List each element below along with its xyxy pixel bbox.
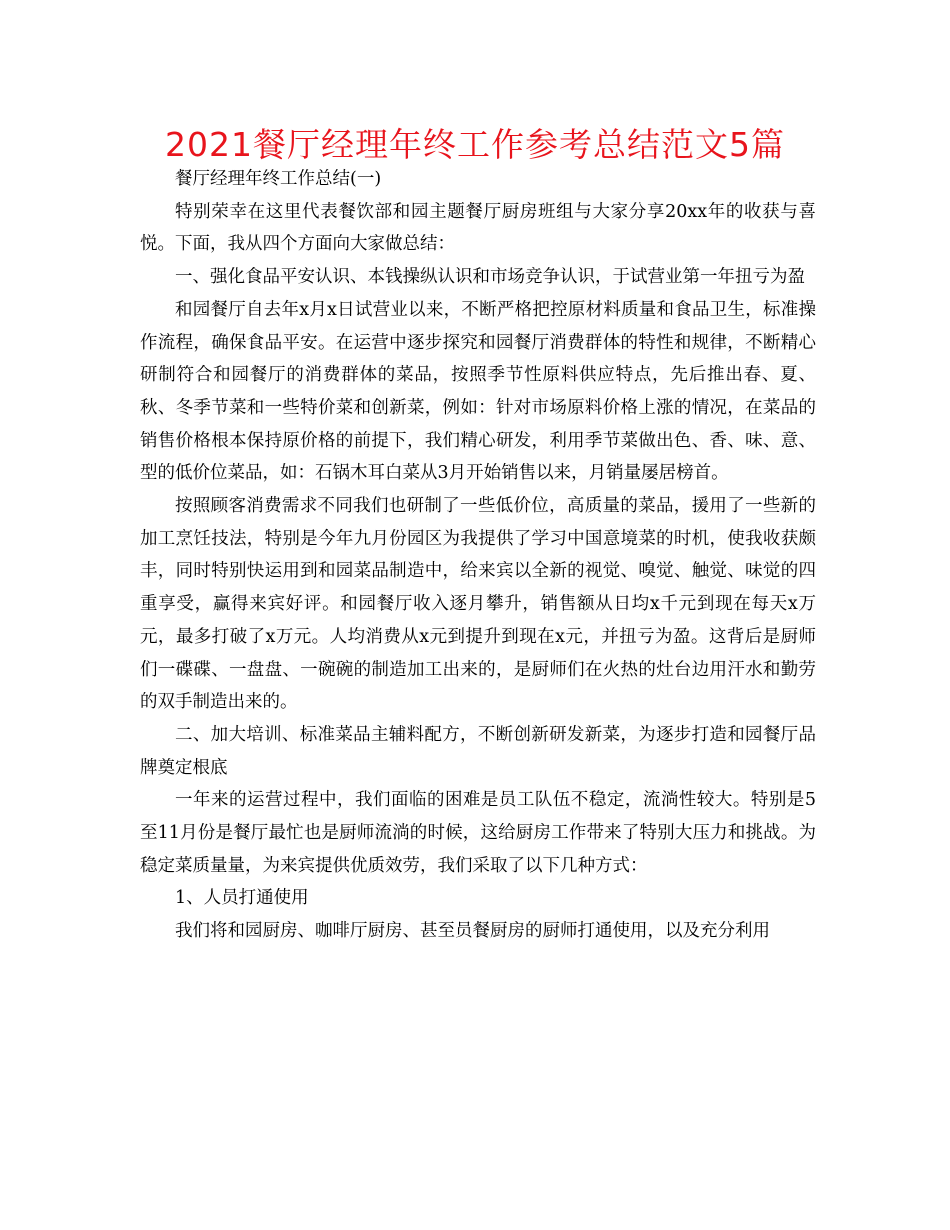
paragraph: 特别荣幸在这里代表餐饮部和园主题餐厅厨房班组与大家分享20xx年的收获与喜悦。下面，我从四个方面向大家做总结：	[140, 201, 816, 255]
document-body	[140, 163, 816, 948]
document-title: 2021餐厅经理年终工作参考总结范文5篇	[165, 125, 785, 164]
paragraph: 和园餐厅自去年x月x日试营业以来，不断严格把控原材料质量和食品卫生，标准操作流程，确保食品平安。在运营中逐步探究和园餐厅消费群体的特性和规律，不断精心研制符合和园餐厅的消费群体的菜品，按照季节性原料供应特点，先后推出春、夏、秋、冬季节菜和一些特价菜和创新菜，例如：针对市场原料价格上涨的情况，在菜品的销售价格根本保持原价格的前提下，我们精心研发，利用季节菜做出色、香、味、意、型的低价位菜品，如：石锅木耳白菜从3月开始销售以来，月销量屡居榜首。	[140, 299, 816, 484]
paragraph: 按照顾客消费需求不同我们也研制了一些低价位，高质量的菜品，援用了一些新的加工烹饪技法，特别是今年九月份园区为我提供了学习中国意境菜的时机，使我收获颇丰，同时特别快运用到和园菜品制造中，给来宾以全新的视觉、嗅觉、触觉、味觉的四重享受，赢得来宾好评。和园餐厅收入逐月攀升，销售额从日均x千元到现在每天x万元，最多打破了x万元。人均消费从x元到提升到现在x元，并扭亏为盈。这背后是厨师们一碟碟、一盘盘、一碗碗的制造加工出来的，是厨师们在火热的灶台边用汗水和勤劳的双手制造出来的。	[140, 496, 816, 713]
paragraph: 1、人员打通使用	[175, 888, 309, 909]
paragraph: 二、加大培训、标准菜品主辅料配方，不断创新研发新菜，为逐步打造和园餐厅品牌奠定根底	[140, 724, 816, 778]
paragraph: 我们将和园厨房、咖啡厅厨房、甚至员餐厨房的厨师打通使用，以及充分利用	[175, 921, 770, 942]
paragraph: 一、强化食品平安认识、本钱操纵认识和市场竞争认识，于试营业第一年扭亏为盈	[175, 267, 805, 288]
paragraph: 一年来的运营过程中，我们面临的困难是员工队伍不稳定，流淌性较大。特别是5至11月份是餐厅最忙也是厨师流淌的时候，这给厨房工作带来了特别大压力和挑战。为稳定菜质量量，为来宾提供优质效劳，我们采取了以下几种方式：	[140, 790, 816, 876]
paragraph: 餐厅经理年终工作总结(一)	[175, 169, 382, 189]
